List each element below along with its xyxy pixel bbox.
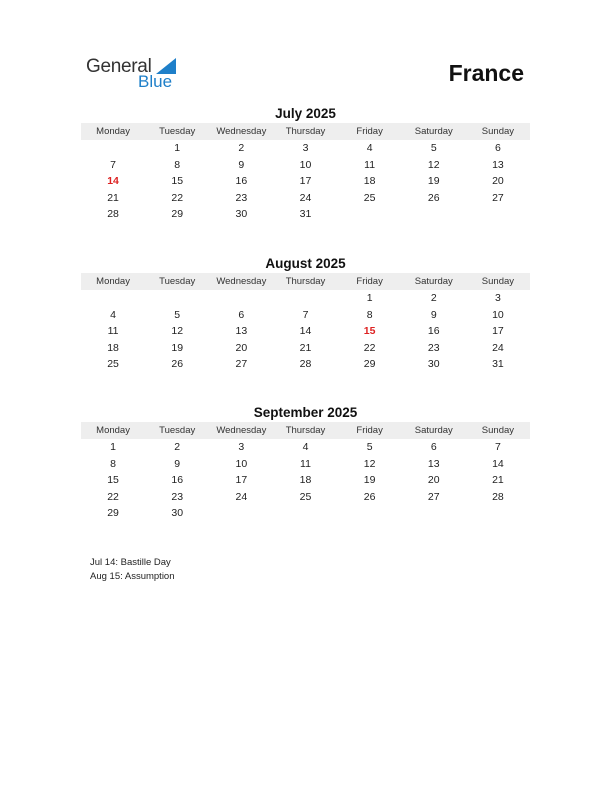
day-cell: 9 — [174, 457, 181, 470]
day-cell: 22 — [107, 490, 119, 503]
weekday-header — [81, 123, 530, 140]
day-cell: 14 — [492, 457, 504, 470]
day-cell: 25 — [107, 358, 119, 370]
day-cell: 9 — [430, 308, 437, 321]
weekday-label: Wednesday — [216, 276, 267, 287]
month-august — [81, 256, 530, 373]
weekday-label: Tuesday — [159, 126, 196, 137]
day-cell: 14 — [107, 175, 119, 187]
day-cell: 21 — [107, 191, 119, 204]
day-cell: 25 — [299, 490, 312, 503]
day-cell: 17 — [299, 175, 312, 187]
day-cell: 3 — [302, 142, 309, 154]
day-grid — [81, 290, 530, 373]
day-cell: 25 — [363, 191, 376, 204]
day-cell — [145, 290, 209, 307]
day-cell: 22 — [171, 191, 184, 204]
day-cell: 3 — [495, 292, 501, 304]
weekday-label: Tuesday — [159, 425, 196, 436]
weekday-label: Thursday — [285, 425, 326, 436]
weekday-label: Monday — [96, 276, 130, 287]
day-cell: 23 — [235, 191, 248, 204]
weekday-label: Monday — [96, 425, 130, 436]
day-cell: 4 — [366, 142, 373, 154]
day-cell: 4 — [302, 441, 309, 453]
logo-blue-text: Blue — [138, 72, 173, 91]
day-cell: 9 — [238, 158, 245, 171]
month-title: September 2025 — [253, 405, 358, 420]
day-cell: 16 — [427, 325, 440, 337]
weekday-label: Friday — [356, 126, 383, 137]
day-cell — [81, 290, 145, 307]
day-cell: 22 — [363, 341, 376, 354]
day-cell: 30 — [427, 358, 440, 370]
day-cell: 23 — [427, 341, 440, 354]
day-cell — [338, 505, 402, 522]
day-cell: 6 — [430, 441, 437, 453]
day-cell: 28 — [299, 358, 312, 370]
day-cell: 1 — [174, 142, 181, 154]
day-cell: 28 — [492, 490, 504, 503]
day-cell: 13 — [427, 457, 440, 470]
day-cell — [466, 505, 530, 522]
month-title: August 2025 — [265, 256, 346, 271]
day-cell: 11 — [300, 457, 311, 470]
day-cell: 29 — [171, 208, 184, 220]
day-cell: 8 — [110, 457, 116, 470]
day-cell: 5 — [366, 441, 373, 453]
day-cell: 12 — [171, 325, 184, 337]
weekday-label: Tuesday — [159, 276, 196, 287]
day-cell: 30 — [171, 507, 184, 519]
day-cell — [402, 206, 466, 223]
holiday-note: Aug 15: Assumption — [90, 571, 175, 582]
day-cell: 13 — [492, 158, 504, 171]
day-cell: 1 — [366, 292, 373, 304]
day-cell: 1 — [110, 441, 116, 453]
day-cell: 24 — [235, 490, 248, 503]
day-cell: 11 — [107, 325, 119, 337]
day-grid — [81, 140, 530, 223]
weekday-label: Sunday — [481, 126, 515, 137]
logo — [86, 56, 186, 92]
weekday-label: Saturday — [414, 276, 453, 287]
day-cell: 6 — [238, 308, 245, 321]
month-title: July 2025 — [275, 106, 336, 121]
weekday-label: Thursday — [285, 276, 326, 287]
day-cell: 7 — [302, 308, 309, 321]
day-cell: 2 — [430, 292, 437, 304]
day-cell: 30 — [235, 208, 248, 220]
day-cell: 26 — [427, 191, 440, 204]
weekday-header — [81, 273, 530, 290]
weekday-label: Wednesday — [216, 425, 267, 436]
day-cell: 27 — [235, 358, 248, 370]
weekday-label: Sunday — [481, 276, 515, 287]
day-cell: 26 — [171, 358, 184, 370]
day-grid — [81, 439, 530, 522]
day-cell: 20 — [492, 175, 504, 187]
weekday-label: Thursday — [285, 126, 326, 137]
day-cell: 20 — [235, 341, 248, 354]
day-cell: 19 — [171, 341, 184, 354]
logo-general-text: General — [86, 56, 152, 77]
day-cell: 19 — [427, 175, 440, 187]
day-cell: 31 — [299, 208, 312, 220]
month-july — [81, 106, 530, 223]
weekday-label: Saturday — [414, 126, 453, 137]
day-cell: 16 — [235, 175, 248, 187]
day-cell: 5 — [430, 142, 437, 154]
day-cell: 18 — [107, 341, 119, 354]
day-cell: 31 — [492, 358, 504, 370]
country-title: France — [448, 60, 524, 86]
day-cell: 17 — [235, 474, 248, 486]
day-cell — [273, 505, 337, 522]
day-cell: 27 — [427, 490, 440, 503]
weekday-label: Friday — [356, 276, 383, 287]
day-cell: 29 — [363, 358, 376, 370]
day-cell: 11 — [364, 158, 376, 171]
day-cell: 23 — [171, 490, 184, 503]
day-cell — [338, 206, 402, 223]
day-cell: 28 — [107, 208, 119, 220]
holiday-notes — [90, 556, 175, 584]
day-cell: 8 — [174, 158, 181, 171]
day-cell: 24 — [492, 341, 504, 354]
day-cell: 20 — [427, 474, 440, 486]
day-cell: 21 — [492, 474, 504, 486]
month-september — [81, 405, 530, 522]
day-cell — [209, 290, 273, 307]
holiday-note: Jul 14: Bastille Day — [90, 557, 171, 568]
day-cell: 15 — [171, 175, 184, 187]
day-cell — [81, 140, 145, 157]
weekday-label: Sunday — [481, 425, 515, 436]
day-cell: 12 — [363, 457, 376, 470]
day-cell: 10 — [299, 158, 312, 171]
day-cell: 16 — [171, 474, 184, 486]
day-cell: 12 — [427, 158, 440, 171]
day-cell: 18 — [299, 474, 312, 486]
day-cell: 13 — [235, 325, 248, 337]
day-cell — [466, 206, 530, 223]
day-cell: 27 — [492, 191, 504, 204]
day-cell: 8 — [366, 308, 373, 321]
day-cell: 5 — [174, 308, 181, 321]
day-cell: 14 — [299, 325, 312, 337]
day-cell: 26 — [363, 490, 376, 503]
day-cell: 2 — [238, 142, 245, 154]
weekday-label: Wednesday — [216, 126, 267, 137]
day-cell: 15 — [107, 474, 119, 486]
day-cell: 15 — [363, 325, 376, 337]
day-cell: 24 — [299, 191, 312, 204]
day-cell — [402, 505, 466, 522]
day-cell: 3 — [238, 441, 245, 453]
day-cell: 29 — [107, 507, 119, 519]
day-cell: 21 — [299, 341, 312, 354]
weekday-label: Friday — [356, 425, 383, 436]
day-cell: 10 — [235, 457, 248, 470]
weekday-header — [81, 422, 530, 439]
day-cell: 19 — [363, 474, 376, 486]
day-cell: 2 — [174, 441, 181, 453]
day-cell: 10 — [492, 308, 504, 321]
day-cell: 4 — [110, 308, 116, 321]
day-cell: 18 — [363, 175, 376, 187]
day-cell: 7 — [110, 158, 116, 171]
day-cell: 17 — [492, 325, 504, 337]
day-cell — [273, 290, 337, 307]
weekday-label: Saturday — [414, 425, 453, 436]
day-cell: 6 — [495, 142, 501, 154]
day-cell — [209, 505, 273, 522]
day-cell: 7 — [495, 441, 501, 453]
weekday-label: Monday — [96, 126, 130, 137]
